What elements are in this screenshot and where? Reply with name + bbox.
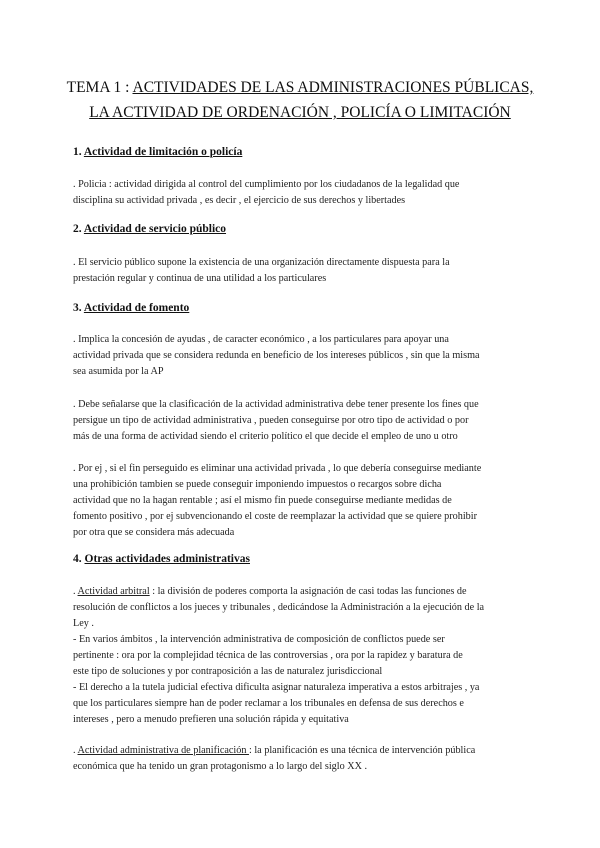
text-line: económica que ha tenido un gran protagonismo a lo largo del siglo XX . bbox=[73, 761, 368, 772]
text-line: . Policia : actividad dirigida al control del cumplimiento por los ciudadanos de la legalidad que bbox=[73, 179, 460, 190]
bullet-dot: . bbox=[73, 586, 78, 597]
section-3-number: 3. bbox=[73, 302, 84, 314]
text-line: - En varios ámbitos , la intervención administrativa de composición de conflictos puede ser bbox=[73, 634, 445, 645]
section-2-title: Actividad de servicio público bbox=[83, 223, 227, 235]
text-line: disciplina su actividad privada , es decir , el ejercicio de sus derechos y libertades bbox=[73, 195, 406, 206]
text-line: . El servicio público supone la existencia de una organización directamente dispuesta para la bbox=[73, 257, 450, 268]
text-line bbox=[73, 743, 533, 759]
text-line: . Implica la concesión de ayudas , de caracter económico , a los particulares para apoyar una bbox=[73, 334, 449, 345]
text-line: por otra que se considera más adecuada bbox=[73, 527, 235, 538]
text-line: persigue un tipo de actividad administrativa , pueden conseguirse por otro tipo de actividad o por bbox=[73, 415, 469, 426]
section-1-title: Actividad de limitación o policía bbox=[83, 146, 243, 158]
text-line: actividad privada que se considera redunda en beneficio de los intereses públicos , sin que la misma bbox=[73, 350, 480, 361]
section-3-title: Actividad de fomento bbox=[83, 302, 190, 314]
text-line: sea asumida por la AP bbox=[73, 366, 164, 377]
section-3-heading bbox=[73, 302, 189, 314]
text-line: este tipo de soluciones y por contraposición a las de naturalez jurisdiccional bbox=[73, 666, 383, 677]
text-line: actividad que no la hagan rentable ; así el mismo fin puede conseguirse mediante medidas de bbox=[73, 495, 452, 506]
planificacion-rest: : la planificación es una técnica de intervención pública bbox=[248, 745, 476, 756]
section-3-paragraph-1 bbox=[73, 332, 533, 380]
section-4-arbitral-paragraph bbox=[73, 584, 533, 728]
arbitral-term: Actividad arbitral bbox=[77, 586, 150, 597]
text-line: que los particulares siempre han de poder reclamar a los tribunales en defensa de sus derechos e bbox=[73, 698, 464, 709]
section-3-paragraph-3 bbox=[73, 461, 533, 541]
section-1-number: 1. bbox=[73, 146, 84, 158]
text-line: - El derecho a la tutela judicial efectiva dificulta asignar naturaleza imperativa a estos arbitrajes , ya bbox=[73, 682, 480, 693]
text-line: . Por ej , si el fin perseguido es eliminar una actividad privada , lo que debería conseguirse mediante bbox=[73, 463, 482, 474]
page-title bbox=[50, 75, 550, 125]
section-1-paragraph bbox=[73, 177, 533, 209]
text-line: más de una forma de actividad siendo el criterio político el que decide el empleo de uno u otro bbox=[73, 431, 458, 442]
text-line: prestación regular y continua de una utilidad a los particulares bbox=[73, 273, 327, 284]
section-4-heading bbox=[73, 553, 250, 565]
text-line: intereses , pero a menudo prefieren una solución rápida y equitativa bbox=[73, 714, 349, 725]
section-4-number: 4. bbox=[73, 553, 85, 565]
bullet-dot: . bbox=[73, 745, 78, 756]
text-line: resolución de conflictos a los jueces y tribunales , dedicándose la Administración a la ejecución de la bbox=[73, 602, 485, 613]
title-text-1: ACTIVIDADES DE LAS ADMINISTRACIONES PÚBLICAS, bbox=[132, 79, 534, 96]
text-line: fomento positivo , por ej subvencionando el coste de reemplazar la actividad que se quiere prohibir bbox=[73, 511, 477, 522]
text-line: Ley . bbox=[73, 618, 94, 629]
section-4-planificacion-paragraph bbox=[73, 743, 533, 775]
text-line bbox=[73, 584, 533, 600]
section-4-title: Otras actividades administrativas bbox=[84, 553, 250, 565]
text-line: pertinente : ora por la complejidad técnica de las controversias , ora por la rapidez y baratura de bbox=[73, 650, 463, 661]
section-2-number: 2. bbox=[73, 223, 84, 235]
section-2-paragraph bbox=[73, 255, 533, 287]
title-line-1 bbox=[50, 75, 550, 100]
section-1-heading bbox=[73, 146, 242, 158]
text-line: una prohibición tambien se puede conseguir imponiendo impuestos o recargos sobre dicha bbox=[73, 479, 442, 490]
text-line: . Debe señalarse que la clasificación de la actividad administrativa debe tener presente los fines que bbox=[73, 399, 479, 410]
section-3-paragraph-2 bbox=[73, 397, 533, 445]
title-prefix: TEMA 1 : bbox=[66, 79, 133, 96]
title-line-2: LA ACTIVIDAD DE ORDENACIÓN , POLICÍA O LIMITACIÓN bbox=[89, 104, 511, 121]
section-2-heading bbox=[73, 223, 226, 235]
arbitral-rest: : la división de poderes comporta la asignación de casi todas las funciones de bbox=[149, 586, 467, 597]
planificacion-term: Actividad administrativa de planificación bbox=[77, 745, 249, 756]
